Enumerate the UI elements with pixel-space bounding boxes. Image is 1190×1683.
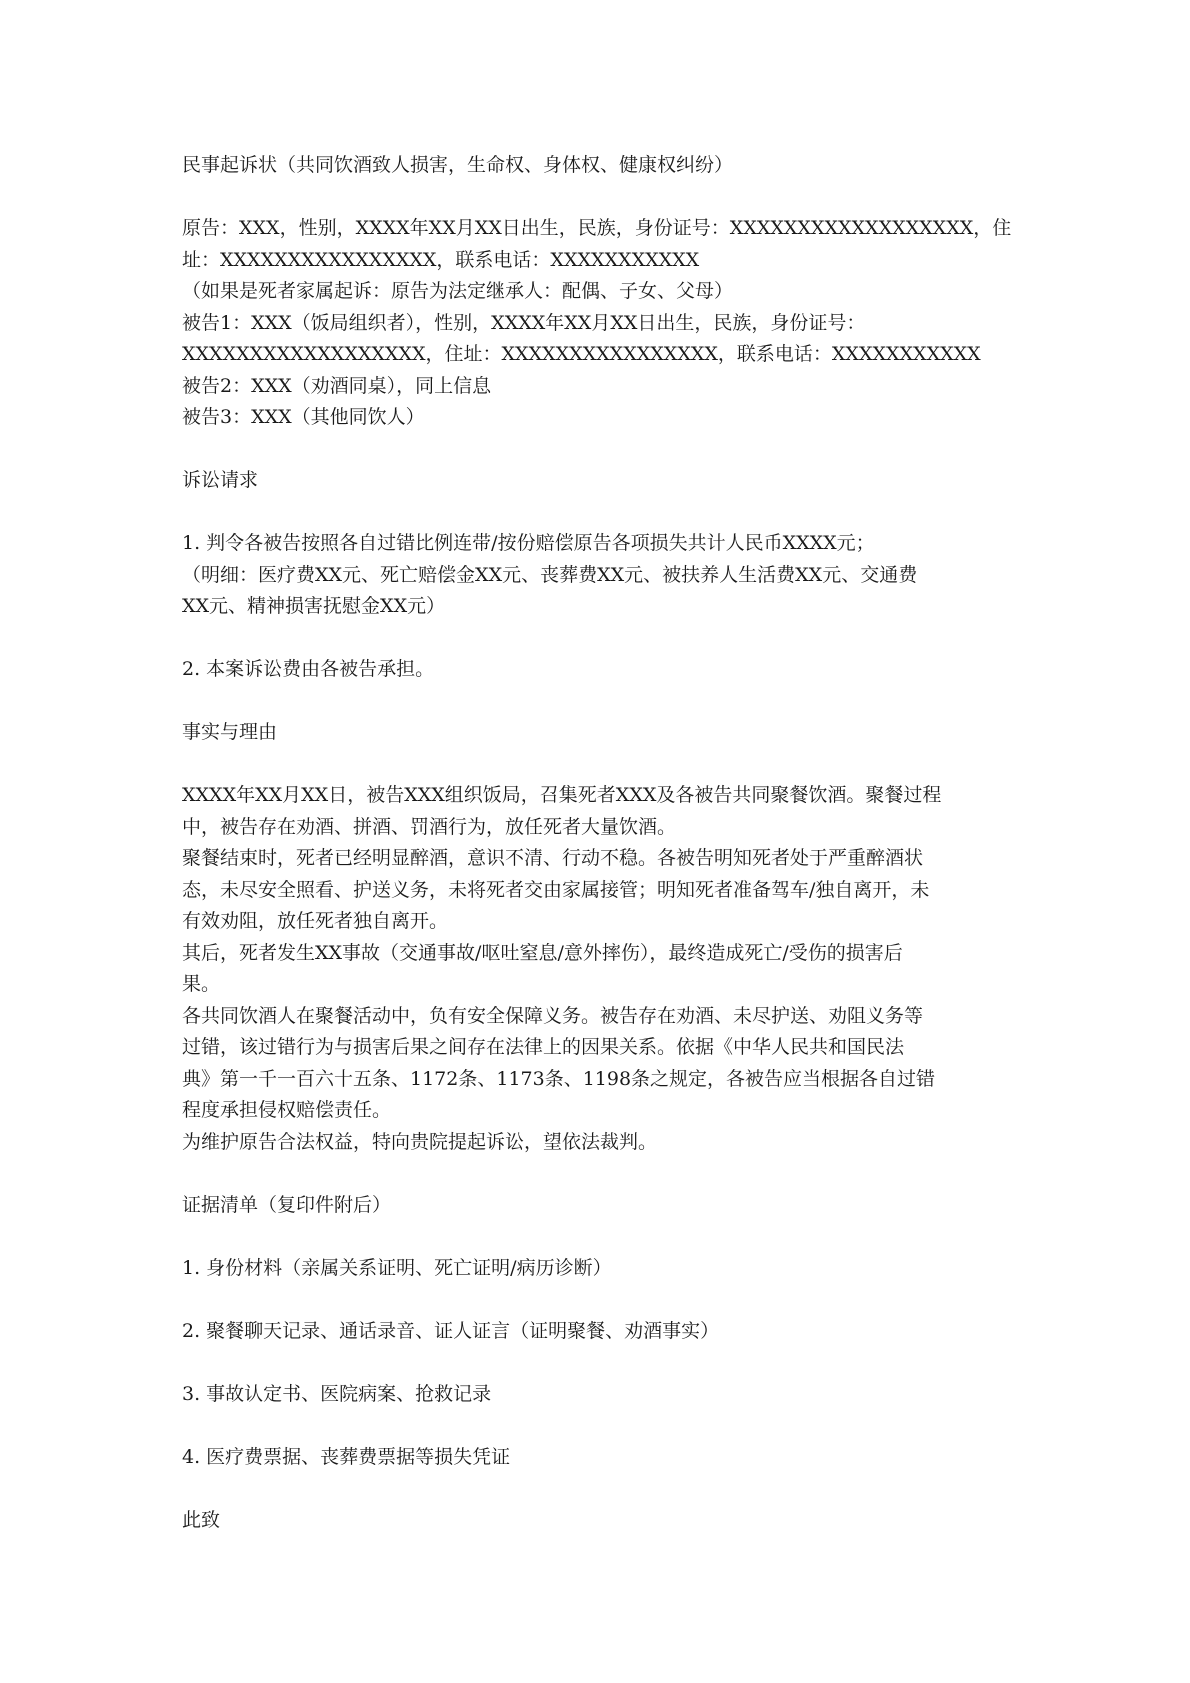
- claim-item-1: 1. 判令各被告按照各自过错比例连带/按份赔偿原告各项损失共计人民币XXXX元；: [182, 532, 875, 554]
- facts-paragraph-4-line-4: 程度承担侵权赔偿责任。: [182, 1099, 392, 1121]
- evidence-item-4: 4. 医疗费票据、丧葬费票据等损失凭证: [182, 1445, 511, 1468]
- facts-paragraph-4-line-3: 典》第一千一百六十五条、1172条、1173条、1198条之规定，各被告应当根据各自过错: [182, 1067, 936, 1090]
- spacer: [182, 497, 1017, 529]
- evidence-item-1: 1. 身份材料（亲属关系证明、死亡证明/病历诊断）: [182, 1256, 612, 1279]
- evidence-item-3: 3. 事故认定书、医院病案、抢救记录: [182, 1382, 492, 1405]
- spacer: [182, 1158, 1017, 1190]
- defendant-2: 被告2：XXX（劝酒同桌），同上信息: [182, 374, 492, 397]
- spacer: [182, 1410, 1017, 1442]
- defendant-1-line-2: XXXXXXXXXXXXXXXXXX，住址：XXXXXXXXXXXXXXXX，联系电话：XXXXXXXXXXX: [182, 343, 981, 365]
- spacer: [182, 623, 1017, 655]
- facts-paragraph-1-line-2: 中，被告存在劝酒、拼酒、罚酒行为，放任死者大量饮酒。: [182, 815, 677, 838]
- facts-paragraph-4-line-1: 各共同饮酒人在聚餐活动中，负有安全保障义务。被告存在劝酒、未尽护送、劝阻义务等: [182, 1004, 924, 1027]
- document-page: [182, 150, 1017, 1536]
- claim-item-2: 2. 本案诉讼费由各被告承担。: [182, 658, 435, 680]
- claim-item-1-detail-line-1: （明细：医疗费XX元、死亡赔偿金XX元、丧葬费XX元、被扶养人生活费XX元、交通费: [182, 563, 918, 586]
- facts-paragraph-2-line-1: 聚餐结束时，死者已经明显醉酒，意识不清、行动不稳。各被告明知死者处于严重醉酒状: [182, 847, 924, 869]
- defendant-1-line-1: 被告1：XXX（饭局组织者），性别，XXXX年XX月XX日出生，民族，身份证号：: [182, 311, 866, 334]
- facts-paragraph-2-line-3: 有效劝阻，放任死者独自离开。: [182, 910, 449, 932]
- spacer: [182, 1473, 1017, 1505]
- plaintiff-line-1: 原告：XXX，性别，XXXX年XX月XX日出生，民族，身份证号：XXXXXXXXXXXXXXXXXX，住: [182, 217, 1012, 239]
- closing-text: 此致: [182, 1508, 221, 1531]
- facts-paragraph-1-line-1: XXXX年XX月XX日，被告XXX组织饭局，召集死者XXX及各被告共同聚餐饮酒。聚餐过程: [182, 784, 942, 806]
- evidence-item-2: 2. 聚餐聊天记录、通话录音、证人证言（证明聚餐、劝酒事实）: [182, 1319, 720, 1342]
- spacer: [182, 182, 1017, 214]
- evidence-heading: 证据清单（复印件附后）: [182, 1193, 392, 1216]
- document-title: 民事起诉状（共同饮酒致人损害，生命权、身体权、健康权纠纷）: [182, 154, 734, 176]
- defendant-3: 被告3：XXX（其他同饮人）: [182, 406, 425, 428]
- spacer: [182, 749, 1017, 781]
- plaintiff-line-2: 址：XXXXXXXXXXXXXXXX，联系电话：XXXXXXXXXXX: [182, 248, 700, 271]
- spacer: [182, 1284, 1017, 1316]
- facts-paragraph-2-line-2: 态，未尽安全照看、护送义务，未将死者交由家属接管；明知死者准备驾车/独自离开，未: [182, 878, 930, 901]
- facts-paragraph-4-line-2: 过错，该过错行为与损害后果之间存在法律上的因果关系。依据《中华人民共和国民法: [182, 1036, 905, 1058]
- spacer: [182, 1347, 1017, 1379]
- facts-heading: 事实与理由: [182, 721, 278, 743]
- claim-item-1-detail-line-2: XX元、精神损害抚慰金XX元）: [182, 595, 446, 617]
- spacer: [182, 686, 1017, 718]
- facts-paragraph-5: 为维护原告合法权益，特向贵院提起诉讼，望依法裁判。: [182, 1130, 658, 1153]
- facts-paragraph-3-line-1: 其后，死者发生XX事故（交通事故/呕吐窒息/意外摔伤），最终造成死亡/受伤的损害后: [182, 941, 903, 964]
- spacer: [182, 434, 1017, 466]
- spacer: [182, 1221, 1017, 1253]
- facts-paragraph-3-line-2: 果。: [182, 973, 221, 995]
- plaintiff-note: （如果是死者家属起诉：原告为法定继承人：配偶、子女、父母）: [182, 280, 734, 302]
- claims-heading: 诉讼请求: [182, 469, 259, 491]
